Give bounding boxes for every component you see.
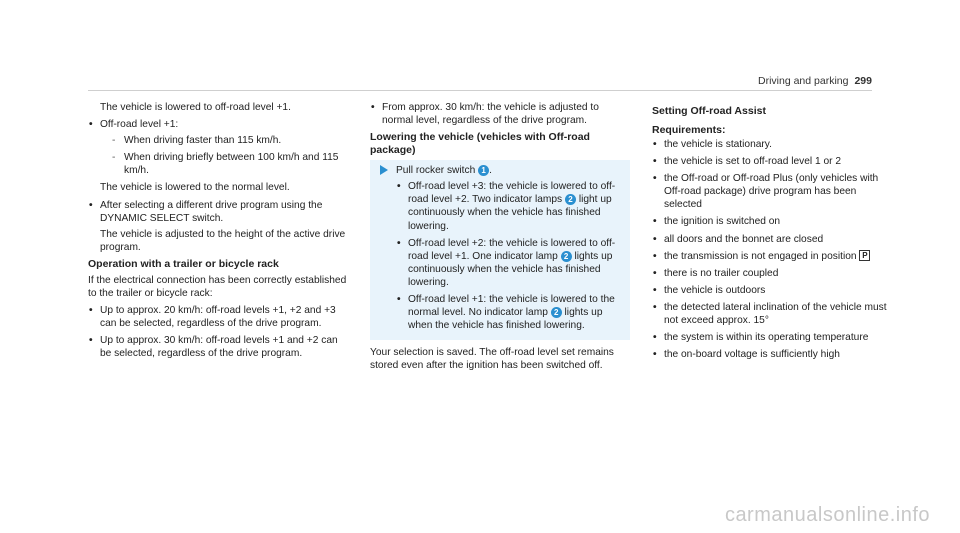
- list-item: • Off-road level +1: the vehicle is lowered to the normal level. No indicator lamp 2 lights up when the vehicle has finished lowering.: [396, 293, 626, 332]
- watermark: carmanualsonline.info: [724, 504, 930, 526]
- section-title: Driving and parking: [758, 75, 849, 87]
- callout-1-icon: 1: [478, 165, 489, 176]
- page-number: 299: [854, 75, 872, 87]
- list-item: • there is no trailer coupled: [652, 267, 892, 280]
- callout-2-icon: 2: [565, 194, 576, 205]
- header-rule: [88, 90, 872, 91]
- note-text: The vehicle is adjusted to the height of the active drive program.: [100, 228, 346, 253]
- saved-text: Your selection is saved. The off-road level set remains stored even after the ignition has been switched off.: [370, 347, 614, 372]
- level-list: [88, 118, 350, 254]
- trailer-list: [88, 304, 350, 360]
- list-item: • all doors and the bonnet are closed: [652, 233, 892, 246]
- list-item: • Off-road level +3: the vehicle is lowered to off-road level +2. Two indicator lamps 2 light up continuously when the vehicle has finished lowering.: [396, 180, 626, 232]
- requirements-list: [652, 138, 892, 361]
- list-item: • After selecting a different drive program using the DYNAMIC SELECT switch. The vehicle is adjusted to the height of the active drive program.: [88, 199, 350, 254]
- list-item: - When driving faster than 115 km/h.: [112, 134, 350, 147]
- list-item: - When driving briefly between 100 km/h and 115 km/h.: [112, 151, 350, 177]
- list-item: • the system is within its operating temperature: [652, 331, 892, 344]
- list-item: • Up to approx. 20 km/h: off-road levels +1, +2 and +3 can be selected, regardless of the drive program.: [88, 304, 350, 330]
- list-item: • Off-road level +2: the vehicle is lowered to off-road level +1. One indicator lamp 2 lights up continuously when the vehicle has finished lowering.: [396, 237, 626, 289]
- heading-offroad-assist: Setting Off-road Assist: [652, 105, 766, 117]
- list-item: • the vehicle is set to off-road level 1 or 2: [652, 155, 892, 168]
- instruction-box: [370, 160, 630, 340]
- column-3: [652, 101, 892, 365]
- level-note: The vehicle is lowered to the normal level.: [100, 182, 290, 194]
- heading-lowering: Lowering the vehicle (vehicles with Off-road package): [370, 131, 590, 157]
- park-position-icon: P: [859, 250, 870, 261]
- callout-2-icon: 2: [561, 251, 572, 262]
- step-arrow-icon: [380, 165, 388, 175]
- heading-trailer: Operation with a trailer or bicycle rack: [88, 257, 279, 270]
- list-item: • the Off-road or Off-road Plus (only vehicles with Off-road package) drive program has been selected: [652, 172, 892, 211]
- list-item: • the vehicle is stationary.: [652, 138, 892, 151]
- list-item: • the detected lateral inclination of the vehicle must not exceed approx. 15°: [652, 301, 892, 327]
- column-2: [370, 101, 630, 377]
- intro-text: The vehicle is lowered to off-road level +1.: [100, 102, 291, 113]
- callout-2-icon: 2: [551, 307, 562, 318]
- requirements-label: Requirements:: [652, 124, 726, 136]
- instruction-step: Pull rocker switch 1 . • Off-road level +3: the vehicle is lowered to off-road level +2. Two indicator lamps 2 light up continuously when the vehicle has finished lowering. • Off-road level +2: the vehicle is lowered to off-road level +1. One indicator lamp 2 lights up continuously when the vehicle has finished lowering. • Off-road level +1: the vehicle is lowered to the normal level. No indicator lamp 2 lights up when the vehicle has finished lowering.: [370, 164, 626, 332]
- list-item: • the ignition is switched on: [652, 215, 892, 228]
- trailer-intro: If the electrical connection has been correctly established to the trailer or bicycle rack:: [88, 274, 347, 300]
- list-item: • Off-road level +1: - When driving faster than 115 km/h. - When driving briefly between 100 km/h and 115 km/h. The vehicle is lowered to the normal level.: [88, 118, 350, 194]
- dash-list: [100, 134, 350, 177]
- list-item: • the vehicle is outdoors: [652, 284, 892, 297]
- column-1: [88, 101, 350, 365]
- list-item: • From approx. 30 km/h: the vehicle is adjusted to normal level, regardless of the drive program.: [370, 101, 630, 127]
- page-header: [758, 75, 872, 87]
- list-item: • Up to approx. 30 km/h: off-road levels +1 and +2 can be selected, regardless of the drive program.: [88, 334, 350, 360]
- list-item: • the transmission is not engaged in position P: [652, 250, 892, 263]
- list-item: • the on-board voltage is sufficiently high: [652, 348, 892, 361]
